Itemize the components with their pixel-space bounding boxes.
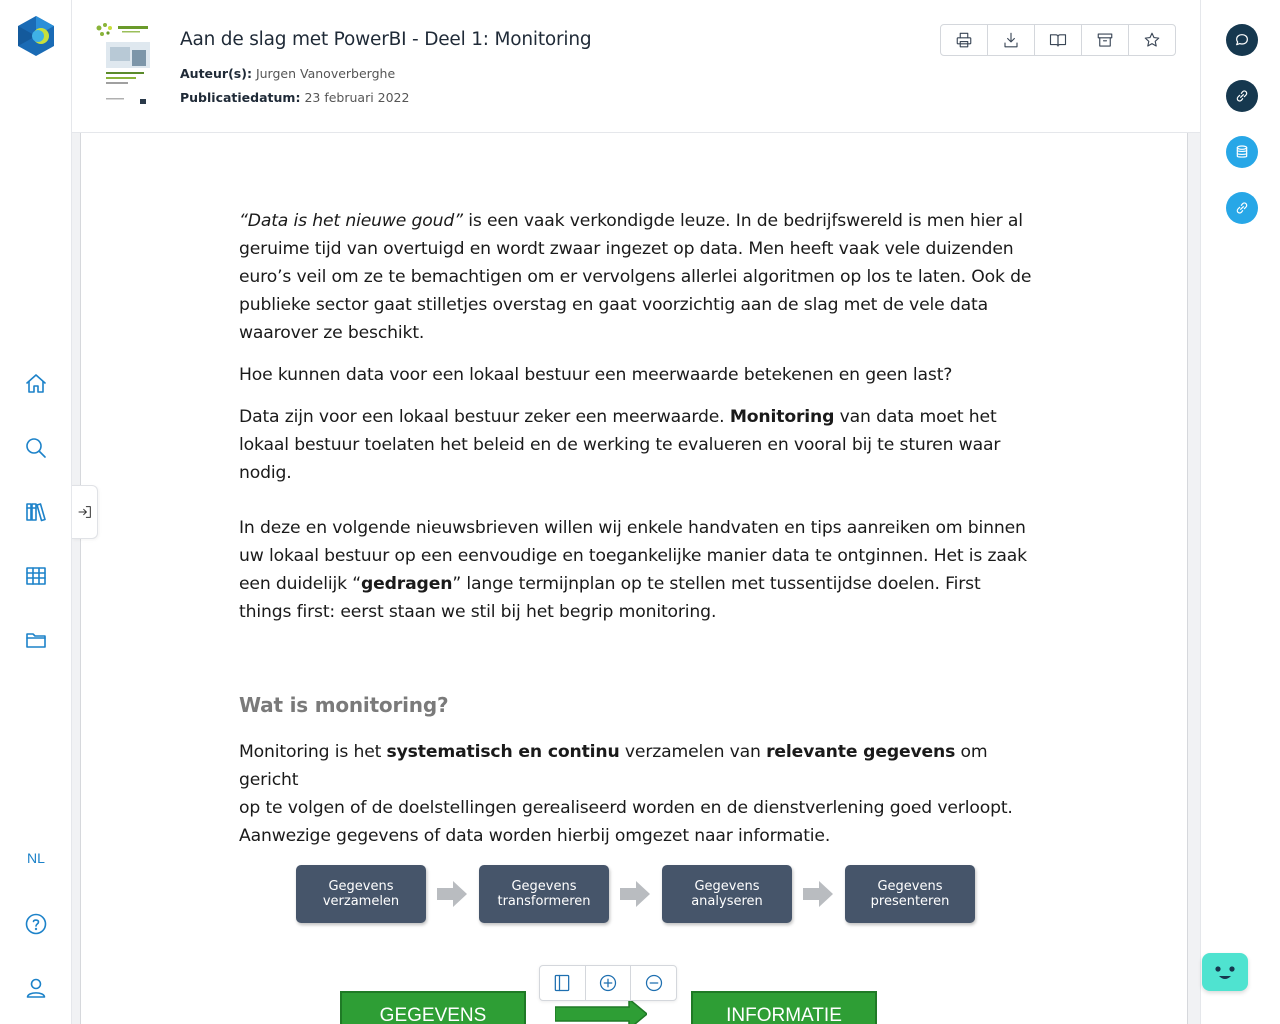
step-line: transformeren [497,894,591,909]
link-button[interactable] [1226,80,1258,112]
text-span: ” lange termijnplan op te stellen met tussentijdse doelen. First [452,574,981,594]
step-line: Gegevens [877,879,943,894]
nav-library[interactable] [20,496,52,528]
document-viewer[interactable] [72,133,1200,1024]
document-header [72,0,1200,133]
read-mode-button[interactable] [1035,25,1082,55]
language-switch[interactable]: NL [27,850,45,866]
flow-information-box: INFORMATIE [691,991,877,1024]
text-line: nodig. [239,463,292,483]
nav-tables[interactable] [20,560,52,592]
text-line: In deze en volgende nieuwsbrieven willen wij enkele handvaten en tips aanreiken om binnen [239,518,1026,538]
nav-user[interactable] [20,972,52,1004]
print-button[interactable] [941,25,988,55]
flow-arrow [555,999,647,1024]
left-navigation [0,0,72,1024]
text-line: geruime tijd van overtuigd en wordt zwaar ingezet op data. Men heeft vaak vele duizenden [239,239,1014,259]
bold-text: gedragen [360,574,453,594]
author-label: Auteur(s): [180,66,252,81]
flow-data-box: GEGEVENS [340,991,526,1024]
paragraph-2: Hoe kunnen data voor een lokaal bestuur een meerwaarde betekenen en geen last? [239,365,953,385]
text-span: om gericht [239,742,988,790]
panel-expand-icon [77,504,93,520]
table-icon [24,564,48,588]
help-circle-icon [24,912,48,936]
step-line: verzamelen [322,894,400,909]
link-icon [1234,200,1250,216]
home-icon [24,372,48,396]
section-heading: Wat is monitoring? [239,693,449,717]
paragraph-5 [239,738,1039,850]
chat-icon [1234,32,1250,48]
quote: “Data is het nieuwe goud” [239,211,463,231]
zoom-out-button[interactable] [631,966,676,1000]
text-line: euro’s veil om ze te bemachtigen om er vervolgens allerlei algoritmen op los te laten. Ook de [239,267,1032,287]
bot-face-icon [1202,953,1248,991]
text-line: publieke sector gaat stilletjes overstag en gaat voorzichtig aan de slag met de vele data [239,295,988,315]
paragraph-3 [239,403,1039,487]
text-line: uw lokaal bestuur op een eenvoudige en toegankelijke manier data te ontginnen. Het is zaak [239,546,1027,566]
zoom-out-icon [644,973,664,993]
chatbot-button[interactable] [1202,953,1248,991]
bold-text: relevante gegevens [766,742,956,762]
document-page [80,133,1188,1024]
text-line: is een vaak verkondigde leuze. In de bedrijfswereld is men hier al [462,211,1023,231]
archive-button[interactable] [1082,25,1129,55]
link-icon [1234,88,1250,104]
publication-date: 23 februari 2022 [304,90,410,105]
external-link-button[interactable] [1226,192,1258,224]
author-line [180,66,395,81]
print-icon [955,31,973,49]
nav-home[interactable] [20,368,52,400]
nav-help[interactable] [20,908,52,940]
step-line: Gegevens [511,879,577,894]
zoom-in-icon [598,973,618,993]
step-line: presenteren [870,894,950,909]
process-step-collect [296,865,426,923]
document-toolbar [940,24,1176,56]
process-arrow [437,881,467,907]
text-span: van data moet het [834,407,997,427]
zoom-controls [539,965,677,1001]
toggle-panel-button[interactable] [72,485,98,539]
favorite-button[interactable] [1129,25,1175,55]
app-logo[interactable] [14,14,58,58]
text-span: Monitoring is het [239,742,387,762]
user-icon [24,976,48,1000]
chat-button[interactable] [1226,24,1258,56]
text-line: lokaal bestuur toelaten het beleid en de werking te evalueren en vooral bij te sturen waar [239,435,1001,455]
download-icon [1002,31,1020,49]
step-line: analyseren [691,894,763,909]
text-line: things first: eerst staan we stil bij het begrip monitoring. [239,602,717,622]
date-label: Publicatiedatum: [180,90,301,105]
step-line: Gegevens [694,879,760,894]
text-span: Data zijn voor een lokaal bestuur zeker een meerwaarde. [239,407,730,427]
folder-icon [24,628,48,652]
process-arrow [620,881,650,907]
paragraph-1 [239,207,1039,347]
document-title: Aan de slag met PowerBI - Deel 1: Monitoring [180,29,592,50]
step-line: Gegevens [328,879,394,894]
paragraph-4 [239,514,1039,626]
text-span: een duidelijk “ [239,574,361,594]
document-thumbnail[interactable] [94,20,154,108]
nav-folders[interactable] [20,624,52,656]
text-line: waarover ze beschikt. [239,323,425,343]
bold-text: systematisch en continu [386,742,620,762]
process-arrow [803,881,833,907]
zoom-in-button[interactable] [586,966,632,1000]
search-icon [24,436,48,460]
bold-text: Monitoring [729,407,835,427]
text-span: verzamelen van [619,742,767,762]
text-line: Aanwezige gegevens of data worden hierbij omgezet naar informatie. [239,826,831,846]
nav-search[interactable] [20,432,52,464]
book-open-icon [1049,31,1067,49]
right-rail [1200,0,1280,1024]
star-icon [1143,31,1161,49]
database-button[interactable] [1226,136,1258,168]
text-line: op te volgen of de doelstellingen gerealiseerd worden en de dienstverlening goed verloopt. [239,798,1013,818]
date-line [180,90,409,105]
sidebar-toggle-button[interactable] [540,966,586,1000]
download-button[interactable] [988,25,1035,55]
library-icon [24,500,48,524]
author-name: Jurgen Vanoverberghe [255,66,396,81]
process-step-analyse [662,865,792,923]
process-step-transform [479,865,609,923]
database-icon [1234,144,1250,160]
archive-icon [1096,31,1114,49]
sidebar-icon [552,973,572,993]
process-step-present [845,865,975,923]
